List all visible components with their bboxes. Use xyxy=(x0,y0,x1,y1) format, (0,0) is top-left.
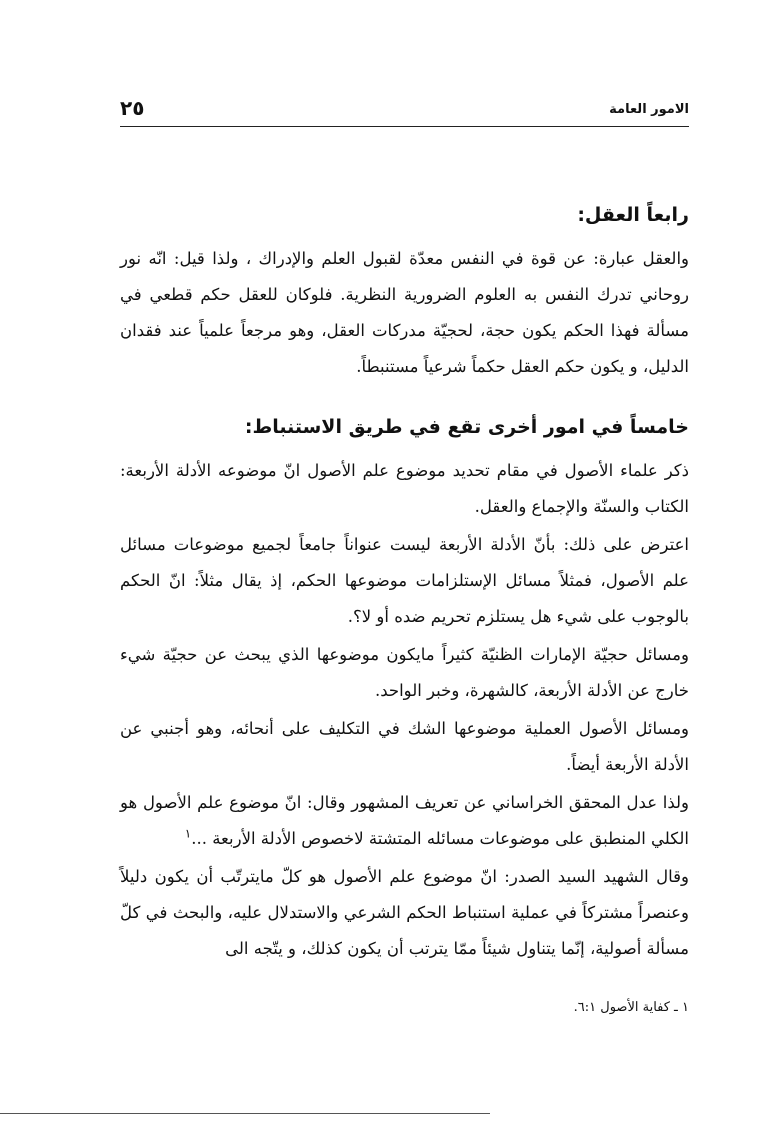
page-body xyxy=(120,195,689,967)
paragraph-subject-of-usul: ذكر علماء الأصول في مقام تحديد موضوع علم الأصول انّ موضوعه الأدلة الأربعة: الكتاب والسنّة والإجماع والعقل. xyxy=(120,461,689,516)
running-title: الامور العامة xyxy=(609,102,689,117)
footnote: ١ ـ كفاية الأصول ٦:١. xyxy=(573,1000,689,1015)
paragraph-reason-definition: والعقل عبارة: عن قوة في النفس معدّة لقبول العلم والإدراك ، ولذا قيل: انّه نور روحاني تدرك النفس به العلوم الضرورية النظرية. فلوكان للعقل حكم قطعي في مسألة فهذا الحكم يكون حجة، لحجيّة مدركات العقل، وهو مرجعاً علمياً عند فقدان الدليل، و يكون حكم العقل حكماً شرعياً مستنبطاً. xyxy=(120,249,689,376)
paragraph-khurasani xyxy=(120,785,689,857)
paragraph-objection: اعترض على ذلك: بأنّ الأدلة الأربعة ليست عنواناً جامعاً لجميع موضوعات مسائل علم الأصول، فمثلاً مسائل الإستلزامات موضوعها الحكم، إذ يقال مثلاً: انّ الحكم بالوجوب على شيء هل يستلزم تحريم ضده أو لا؟. xyxy=(120,535,689,626)
section-heading-fifth: خامساً في امور أخرى تقع في طريق الاستنباط: xyxy=(244,416,689,438)
bottom-rule xyxy=(0,1113,490,1114)
section-heading-fourth: رابعاً العقل: xyxy=(577,204,689,226)
paragraph-practical-principles: ومسائل الأصول العملية موضوعها الشك في التكليف على أنحائه، وهو أجنبي عن الأدلة الأربعة أيضاً. xyxy=(120,719,689,774)
header-rule xyxy=(120,126,689,127)
running-header xyxy=(120,96,689,126)
footnote-reference: ١ xyxy=(184,826,192,841)
paragraph-khurasani-text: ولذا عدل المحقق الخراساني عن تعريف المشهور وقال: انّ موضوع علم الأصول هو الكلي المنطبق على موضوعات مسائله المتشتة لاخصوص الأدلة الأربعة ... xyxy=(120,793,689,848)
page-number: ٢٥ xyxy=(120,96,145,120)
paragraph-sadr: وقال الشهيد السيد الصدر: انّ موضوع علم الأصول هو كلّ مايترتّب أن يكون دليلاً وعنصراً مشتركاً في عملية استنباط الحكم الشرعي والاستدلال عليه، والبحث في كلّ مسألة أصولية، إنّما يتناول شيئاً ممّا يترتب أن يكون كذلك، و يتّجه الى xyxy=(120,867,689,958)
paragraph-conjectural-evidence: ومسائل حجيّة الإمارات الظنيّة كثيراً مايكون موضوعها الذي يبحث عن حجيّة شيء خارج عن الأدلة الأربعة، كالشهرة، وخبر الواحد. xyxy=(120,645,689,700)
